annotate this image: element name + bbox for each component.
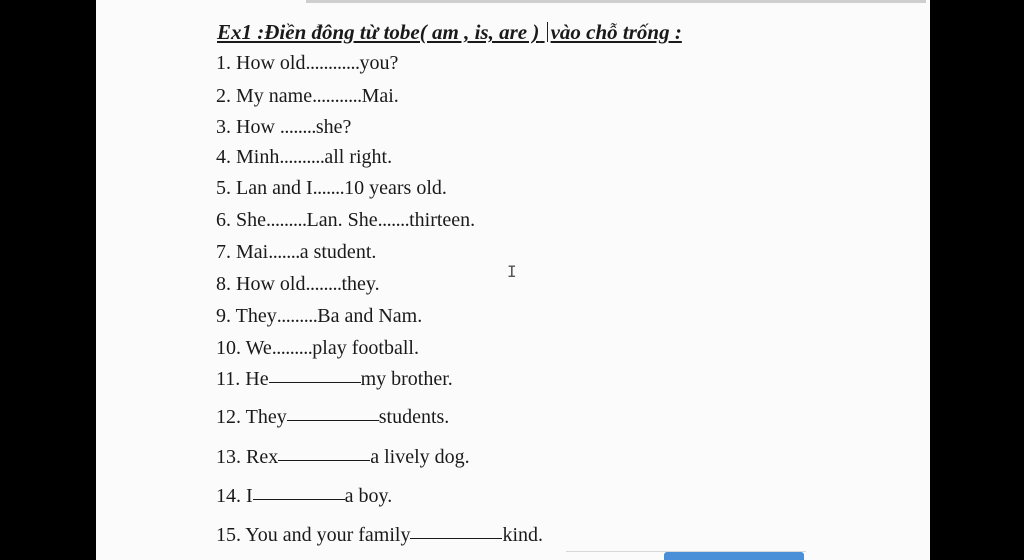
blank-line bbox=[410, 537, 502, 539]
blank-dots: ......... bbox=[271, 337, 313, 359]
exercise-item: 6. She.........Lan. She.......thirteen. bbox=[216, 209, 476, 231]
exercise-item: 12. They students. bbox=[216, 406, 450, 428]
exercise-item: 2. My name...........Mai. bbox=[216, 85, 399, 107]
blank-dots: ........ bbox=[305, 273, 342, 295]
exercise-title bbox=[217, 20, 682, 45]
exercise-item: 10. We.........play football. bbox=[216, 337, 419, 359]
exercise-item: 14. I a boy. bbox=[216, 485, 393, 507]
exercise-item: 3. How ........she? bbox=[216, 116, 352, 138]
blank-dots: ......... bbox=[266, 209, 307, 231]
exercise-item: 8. How old........they. bbox=[216, 273, 380, 295]
exercise-item: 9. They.........Ba and Nam. bbox=[216, 305, 423, 327]
blank-dots: ....... bbox=[377, 209, 410, 231]
blank-dots: ........... bbox=[312, 85, 362, 107]
exercise-item: 4. Minh..........all right. bbox=[216, 146, 393, 168]
exercise-item: 13. Rex a lively dog. bbox=[216, 446, 470, 468]
exercise-item: 1. How old............you? bbox=[216, 52, 399, 74]
exercise-item: 7. Mai.......a student. bbox=[216, 241, 377, 263]
blank-dots: ............ bbox=[305, 52, 360, 74]
title-text-end: vào chỗ trống : bbox=[550, 20, 682, 44]
document-page bbox=[96, 0, 930, 560]
blank-line bbox=[253, 498, 345, 500]
blank-dots: .......... bbox=[279, 146, 325, 168]
blank-line bbox=[269, 381, 361, 383]
bottom-scroll-indicator bbox=[664, 552, 804, 560]
exercise-item: 15. You and your family kind. bbox=[216, 524, 544, 546]
blank-dots: ........ bbox=[279, 116, 316, 138]
blank-dots: ....... bbox=[312, 177, 345, 199]
exercise-item: 11. He my brother. bbox=[216, 368, 453, 390]
text-cursor bbox=[547, 22, 548, 42]
exercise-item: 5. Lan and I.......10 years old. bbox=[216, 177, 447, 199]
blank-dots: ......... bbox=[276, 305, 318, 327]
blank-line bbox=[278, 459, 370, 461]
page-top-edge bbox=[306, 0, 926, 3]
blank-line bbox=[287, 419, 379, 421]
mouse-cursor-icon: I bbox=[507, 262, 517, 281]
title-text: Ex1 :Điền đông từ tobe( am , is, are ) bbox=[217, 20, 540, 44]
blank-dots: ....... bbox=[268, 241, 300, 263]
